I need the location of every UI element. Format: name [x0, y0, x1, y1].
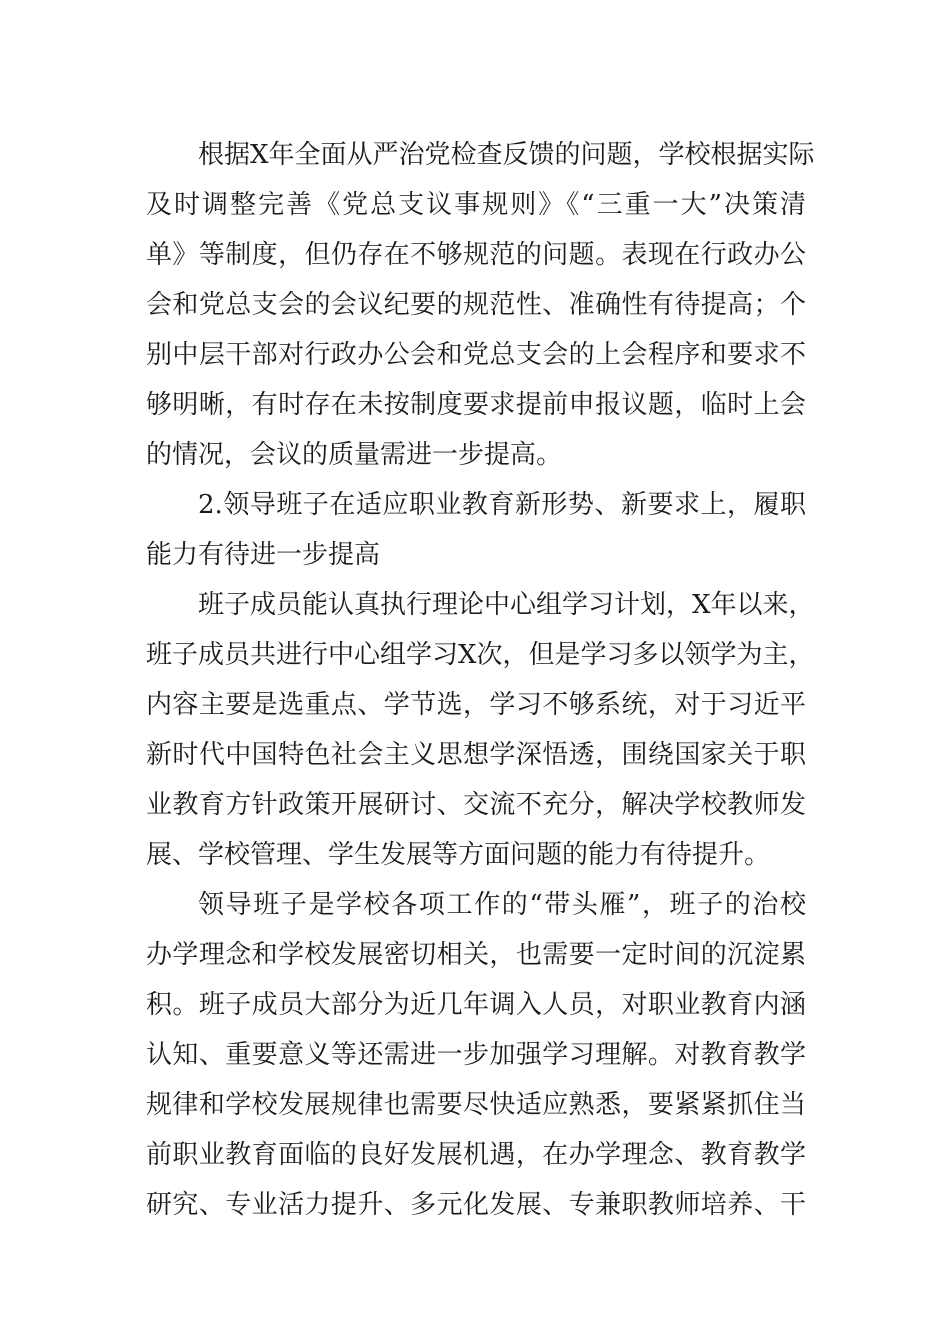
text-line-15: 展、学校管理、学生发展等方面问题的能力有待提升。 [146, 840, 771, 870]
text-line-20: 规律和学校发展规律也需要尽快适应熟悉，要紧紧抓住当 [146, 1090, 806, 1120]
text-line-11: 班子成员共进行中心组学习X次，但是学习多以领学为主， [146, 640, 815, 670]
text-line-3: 单》等制度，但仍存在不够规范的问题。表现在行政办公 [146, 240, 806, 270]
text-line-19: 认知、重要意义等还需进一步加强学习理解。对教育教学 [146, 1040, 806, 1070]
text-line-16: 领导班子是学校各项工作的“带头雁”，班子的治校 [198, 890, 806, 920]
text-line-7: 的情况，会议的质量需进一步提高。 [146, 440, 563, 470]
text-line-10: 班子成员能认真执行理论中心组学习计划，X年以来， [198, 590, 815, 620]
text-line-21: 前职业教育面临的良好发展机遇，在办学理念、教育教学 [146, 1140, 806, 1170]
text-line-4: 会和党总支会的会议纪要的规范性、准确性有待提高；个 [146, 290, 806, 320]
section-heading-line-1: 2.领导班子在适应职业教育新形势、新要求上，履职 [198, 490, 806, 520]
text-line-5: 别中层干部对行政办公会和党总支会的上会程序和要求不 [146, 340, 806, 370]
text-line-1: 根据X年全面从严治党检查反馈的问题，学校根据实际 [198, 140, 815, 170]
text-line-17: 办学理念和学校发展密切相关，也需要一定时间的沉淀累 [146, 940, 806, 970]
text-line-12: 内容主要是选重点、学节选，学习不够系统，对于习近平 [146, 690, 806, 720]
text-line-14: 业教育方针政策开展研讨、交流不充分，解决学校教师发 [146, 790, 806, 820]
text-line-13: 新时代中国特色社会主义思想学深悟透，围绕国家关于职 [146, 740, 806, 770]
text-line-18: 积。班子成员大部分为近几年调入人员，对职业教育内涵 [146, 990, 806, 1020]
text-line-6: 够明晰，有时存在未按制度要求提前申报议题，临时上会 [146, 390, 806, 420]
text-line-22: 研究、专业活力提升、多元化发展、专兼职教师培养、干 [146, 1190, 806, 1220]
text-line-2: 及时调整完善《党总支议事规则》《“三重一大”决策清 [146, 190, 806, 220]
section-heading-line-2: 能力有待进一步提高 [146, 540, 381, 570]
